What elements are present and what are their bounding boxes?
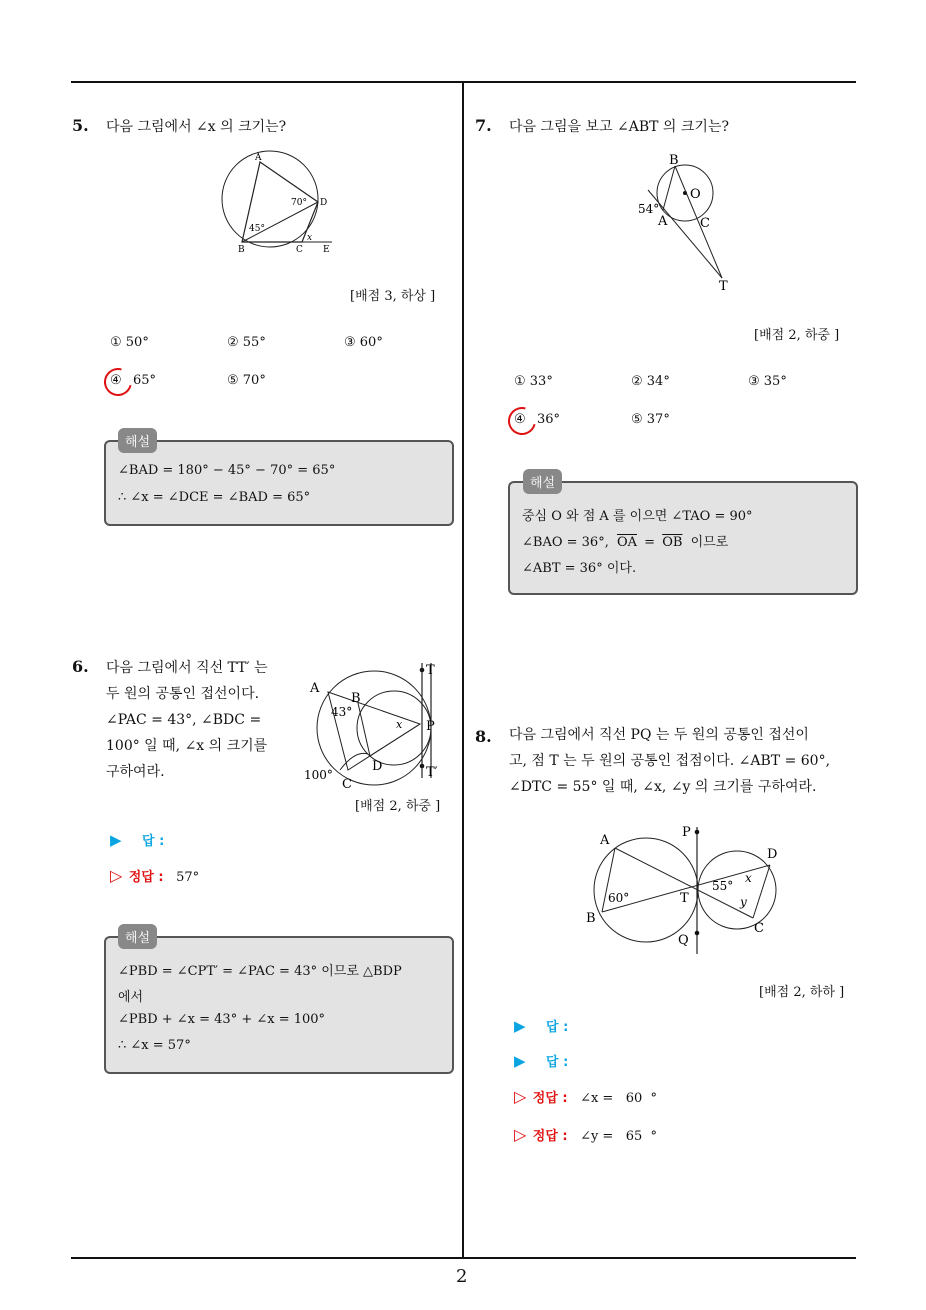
- explanation-line-1: ∠BAD = 180° − 45° − 70° = 65°: [118, 463, 336, 478]
- line-bd: [358, 703, 370, 756]
- score-label: [배점 2, 하중 ]: [754, 328, 840, 343]
- label-a: A: [310, 681, 320, 696]
- choice-5[interactable]: ⑤ 70°: [227, 373, 266, 388]
- label-q: Q: [678, 933, 689, 948]
- choice-4-value[interactable]: 36°: [537, 412, 561, 427]
- label-angle-60: 60°: [608, 891, 630, 905]
- question-text: 다음 그림을 보고 ∠ABT 의 크기는?: [509, 119, 729, 135]
- label-x: x: [745, 871, 752, 885]
- explanation-tag: 해설: [118, 428, 157, 453]
- answer-label: 답 :: [546, 1055, 569, 1070]
- explanation-line-2: [522, 531, 728, 550]
- answer-row-1[interactable]: [514, 1016, 568, 1035]
- score-label: [배점 2, 하중 ]: [355, 799, 441, 814]
- choice-4-marker[interactable]: ④: [110, 373, 122, 388]
- label-d: D: [767, 847, 778, 862]
- question-text-line-5: 구하여라.: [106, 764, 165, 780]
- choice-4-marker[interactable]: ④: [514, 412, 526, 427]
- label-c: C: [754, 921, 764, 936]
- q8-figure: [580, 822, 780, 957]
- label-c: C: [296, 245, 303, 255]
- label-angle-100: 100°: [304, 768, 333, 782]
- explanation-angle-bao: ∠BAO = 36°,: [522, 535, 609, 550]
- right-circle: [698, 851, 776, 929]
- question-text-line-2: 고, 점 T 는 두 원의 공통인 접점이다. ∠ABT = 60°,: [509, 753, 831, 769]
- choice-1[interactable]: ① 50°: [110, 335, 149, 350]
- choice-4-value[interactable]: 65°: [133, 373, 157, 388]
- answer-label: 답 :: [142, 834, 165, 849]
- label-t: T: [426, 663, 435, 678]
- label-angle-54: 54°: [638, 202, 660, 216]
- label-angle-70: 70°: [291, 198, 307, 208]
- point-p: [695, 830, 700, 835]
- label-a: A: [255, 153, 262, 163]
- answer-row-2[interactable]: [514, 1051, 568, 1070]
- explanation-line-4: ∴ ∠x = 57°: [118, 1038, 191, 1053]
- correct-label: 정답 :: [128, 870, 164, 885]
- q6-figure: [300, 658, 450, 790]
- label-angle-55: 55°: [712, 879, 734, 893]
- label-a: A: [658, 214, 668, 229]
- line-bt: [675, 166, 722, 278]
- label-e: E: [323, 245, 330, 255]
- correct-answer-row-2: [514, 1125, 657, 1144]
- question-number: 5.: [72, 116, 89, 135]
- explanation-box: [104, 936, 454, 1074]
- label-d: D: [372, 759, 383, 774]
- choice-2[interactable]: ② 34°: [631, 374, 670, 389]
- small-circle: [357, 691, 431, 765]
- label-c: C: [700, 216, 710, 231]
- play-icon: ▶: [110, 831, 122, 849]
- outline-triangle-icon: ▷: [514, 1125, 527, 1144]
- score-label: [배점 3, 하상 ]: [350, 289, 436, 304]
- question-text-line-2: 두 원의 공통인 접선이다.: [106, 686, 260, 702]
- question-text-line-4: 100° 일 때, ∠x 의 크기를: [106, 738, 268, 754]
- segment-ob: $\overline{OB}$: [662, 535, 683, 550]
- line-ba: [663, 166, 675, 210]
- label-b: B: [238, 245, 245, 255]
- label-x: x: [396, 718, 403, 731]
- label-p: P: [682, 825, 691, 840]
- explanation-line-3: ∠PBD + ∠x = 43° + ∠x = 100°: [118, 1012, 326, 1027]
- point-q: [695, 931, 700, 936]
- question-number: 7.: [475, 116, 492, 135]
- question-number: 8.: [475, 727, 492, 746]
- outline-triangle-icon: ▷: [514, 1087, 527, 1106]
- segment-oa: $\overline{OA}$: [616, 535, 638, 550]
- question-number: 6.: [72, 657, 89, 676]
- correct-label: 정답 :: [532, 1129, 568, 1144]
- question-text-line-3: ∠DTC = 55° 일 때, ∠x, ∠y 의 크기를 구하여라.: [509, 779, 817, 795]
- explanation-box: [104, 440, 454, 526]
- correct-answer-row: [110, 866, 199, 885]
- label-o: O: [690, 187, 701, 202]
- q7-figure: [630, 150, 740, 295]
- correct-value: ∠y = 65 °: [580, 1129, 658, 1144]
- selected-answer-mark: [503, 402, 541, 440]
- choice-3[interactable]: ③ 35°: [748, 374, 787, 389]
- label-d: D: [320, 198, 328, 208]
- label-t: T: [680, 891, 689, 906]
- choice-1[interactable]: ① 33°: [514, 374, 553, 389]
- explanation-line-3: ∠ABT = 36° 이다.: [522, 561, 637, 576]
- explanation-box: [508, 481, 858, 595]
- explanation-tag: 해설: [523, 469, 562, 494]
- label-angle-45: 45°: [249, 224, 265, 234]
- line-dc: [753, 865, 770, 918]
- play-icon: ▶: [514, 1052, 526, 1070]
- question-text-line-1: 다음 그림에서 직선 TT′ 는: [106, 660, 268, 676]
- answer-label: 답 :: [546, 1020, 569, 1035]
- question-text: 다음 그림에서 ∠x 의 크기는?: [106, 119, 287, 135]
- correct-label: 정답 :: [532, 1091, 568, 1106]
- label-a: A: [600, 833, 610, 848]
- correct-value: 57°: [176, 870, 200, 885]
- question-text-line-3: ∠PAC = 43°, ∠BDC =: [106, 712, 262, 728]
- label-c: C: [342, 777, 352, 790]
- label-x: x: [307, 233, 313, 243]
- choice-3[interactable]: ③ 60°: [344, 335, 383, 350]
- selected-answer-mark: [99, 363, 137, 401]
- play-icon: ▶: [514, 1017, 526, 1035]
- correct-value: ∠x = 60 °: [580, 1091, 658, 1106]
- explanation-line-1: ∠PBD = ∠CPT′ = ∠PAC = 43° 이므로 △BDP: [118, 964, 402, 979]
- explanation-line-2: ∴ ∠x = ∠DCE = ∠BAD = 65°: [118, 490, 311, 505]
- explanation-suffix: 이므로: [690, 535, 729, 550]
- label-p: P: [426, 719, 435, 734]
- choice-5[interactable]: ⑤ 37°: [631, 412, 670, 427]
- label-y: y: [740, 895, 747, 909]
- outline-triangle-icon: ▷: [110, 866, 123, 885]
- score-label: [배점 2, 하하 ]: [759, 985, 845, 1000]
- page-number: 2: [456, 1266, 468, 1287]
- label-angle-43: 43°: [331, 705, 353, 719]
- equals-sign: =: [644, 535, 656, 550]
- line-dp: [370, 724, 420, 756]
- label-t-prime: T′: [426, 765, 438, 780]
- label-t: T: [719, 279, 728, 294]
- label-b: B: [351, 691, 361, 706]
- q5-figure: [220, 150, 350, 260]
- column-divider: [462, 82, 464, 1258]
- label-b: B: [586, 911, 596, 926]
- correct-answer-row-1: [514, 1087, 657, 1106]
- answer-row[interactable]: [110, 830, 164, 849]
- question-text-line-1: 다음 그림에서 직선 PQ 는 두 원의 공통인 접선이: [509, 727, 809, 743]
- explanation-line-1: 중심 O 와 점 A 를 이으면 ∠TAO = 90°: [522, 509, 753, 524]
- label-b: B: [669, 153, 679, 168]
- explanation-line-2: 에서: [118, 990, 144, 1005]
- explanation-tag: 해설: [118, 924, 157, 949]
- choice-2[interactable]: ② 55°: [227, 335, 266, 350]
